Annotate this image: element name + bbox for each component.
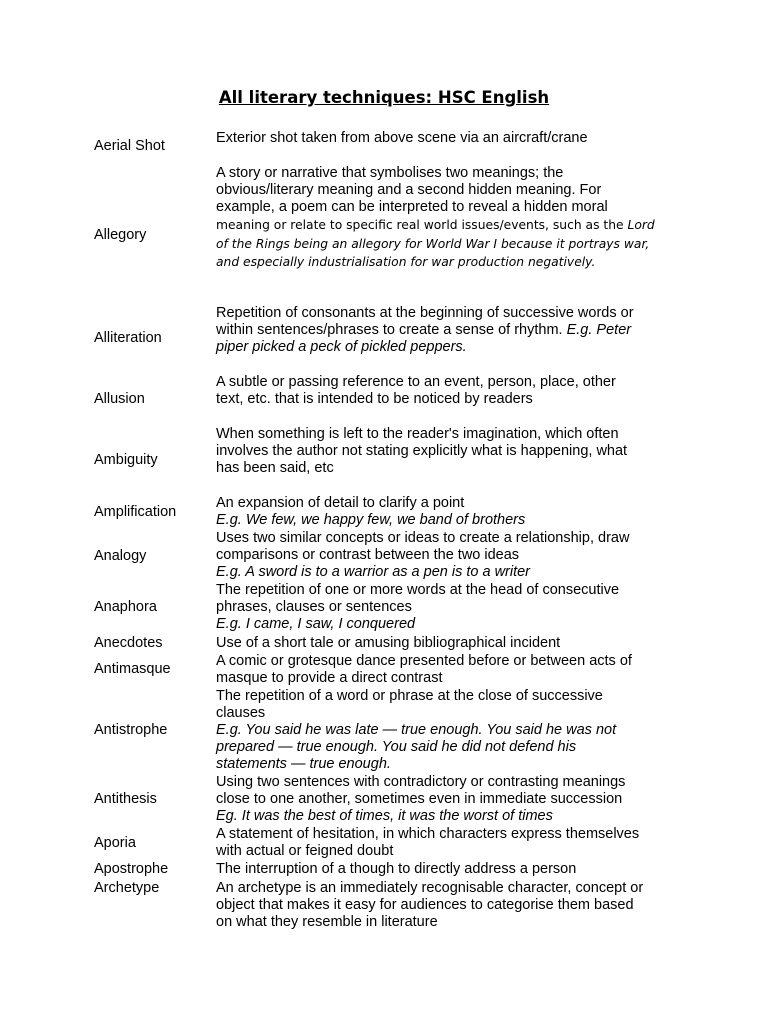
definition-line: When something is left to the reader's imagination, which often [216,426,619,442]
definition-line: close to one another, sometimes even in immediate succession [216,791,623,807]
definition-line: on what they resemble in literature [216,914,438,930]
definition-line: An expansion of detail to clarify a point [216,495,465,511]
definition-apostrophe [216,861,686,878]
definition-anecdotes [216,635,686,652]
term-antimasque: Antimasque [94,661,171,677]
example-line: E.g. We few, we happy few, we band of brothers [216,512,526,528]
example-line: of the Rings being an allegory for World War I because it portrays war, [216,236,650,251]
definition-line: Using two sentences with contradictory or contrasting meanings [216,774,626,790]
definition-line: clauses [216,705,266,721]
definition-line [216,322,686,339]
definition-line: with actual or feigned doubt [216,843,394,859]
definition-allusion [216,374,686,408]
definition-line: text, etc. that is intended to be noticed by readers [216,391,533,407]
definition-alliteration [216,305,686,356]
definition-ambiguity [216,426,686,477]
definition-anaphora [216,582,686,633]
definition-line: A story or narrative that symbolises two meanings; the [216,165,564,181]
definition-line: object that makes it easy for audiences to categorise them based [216,897,634,913]
term-aerial-shot: Aerial Shot [94,138,165,154]
definition-line: has been said, etc [216,460,334,476]
term-amplification: Amplification [94,504,177,520]
definition-line: Uses two similar concepts or ideas to create a relationship, draw [216,530,630,546]
example-line: Eg. It was the best of times, it was the worst of times [216,808,553,824]
definition-line: comparisons or contrast between the two ideas [216,547,520,563]
definition-text: meaning or relate to specific real world issues/events, such as the [216,218,624,232]
definition-aporia [216,826,686,860]
term-analogy: Analogy [94,548,147,564]
definition-antistrophe [216,688,686,773]
definition-line: Use of a short tale or amusing bibliographical incident [216,635,561,651]
definition-aerial-shot [216,130,686,147]
term-allegory: Allegory [94,227,147,243]
definition-line [216,216,686,235]
term-anaphora: Anaphora [94,599,157,615]
example-line: piper picked a peck of pickled peppers. [216,339,467,355]
term-alliteration: Alliteration [94,330,162,346]
definition-line: A comic or grotesque dance presented before or between acts of [216,653,632,669]
definition-line: masque to provide a direct contrast [216,670,443,686]
definition-line: The repetition of one or more words at the head of consecutive [216,582,620,598]
example-text: E.g. Peter [566,322,632,338]
definition-line: Repetition of consonants at the beginning of successive words or [216,305,634,321]
definition-antimasque [216,653,686,687]
definition-archetype [216,880,686,931]
definition-line: The interruption of a though to directly address a person [216,861,577,877]
definition-line: A statement of hesitation, in which characters express themselves [216,826,640,842]
term-antithesis: Antithesis [94,791,157,807]
definition-allegory [216,165,686,272]
definition-line: involves the author not stating explicitly what is happening, what [216,443,628,459]
definition-line: The repetition of a word or phrase at the close of successive [216,688,603,704]
definition-amplification [216,495,686,529]
term-antistrophe: Antistrophe [94,722,168,738]
term-anecdotes: Anecdotes [94,635,163,651]
page-title: All literary techniques: HSC English [218,88,550,107]
definition-line: An archetype is an immediately recognisable character, concept or [216,880,644,896]
term-archetype: Archetype [94,880,160,896]
definition-antithesis [216,774,686,825]
term-ambiguity: Ambiguity [94,452,158,468]
term-aporia: Aporia [94,835,136,851]
example-line: E.g. You said he was late — true enough. You said he was not [216,722,617,738]
definition-line: example, a poem can be interpreted to reveal a hidden moral [216,199,608,215]
example-line: prepared — true enough. You said he did not defend his [216,739,577,755]
definition-analogy [216,530,686,581]
example-line: and especially industrialisation for war production negatively. [216,255,596,269]
definition-text: within sentences/phrases to create a sense of rhythm. [216,322,563,338]
definition-line: obvious/literary meaning and a second hidden meaning. For [216,182,602,198]
definition-line: A subtle or passing reference to an event, person, place, other [216,374,616,390]
definition-line: phrases, clauses or sentences [216,599,412,615]
example-line: statements — true enough. [216,756,391,772]
example-text: Lord [627,218,655,232]
term-allusion: Allusion [94,391,145,407]
example-line: E.g. A sword is to a warrior as a pen is to a writer [216,564,531,580]
term-apostrophe: Apostrophe [94,861,169,877]
example-line: E.g. I came, I saw, I conquered [216,616,416,632]
definition-line: Exterior shot taken from above scene via an aircraft/crane [216,130,588,146]
